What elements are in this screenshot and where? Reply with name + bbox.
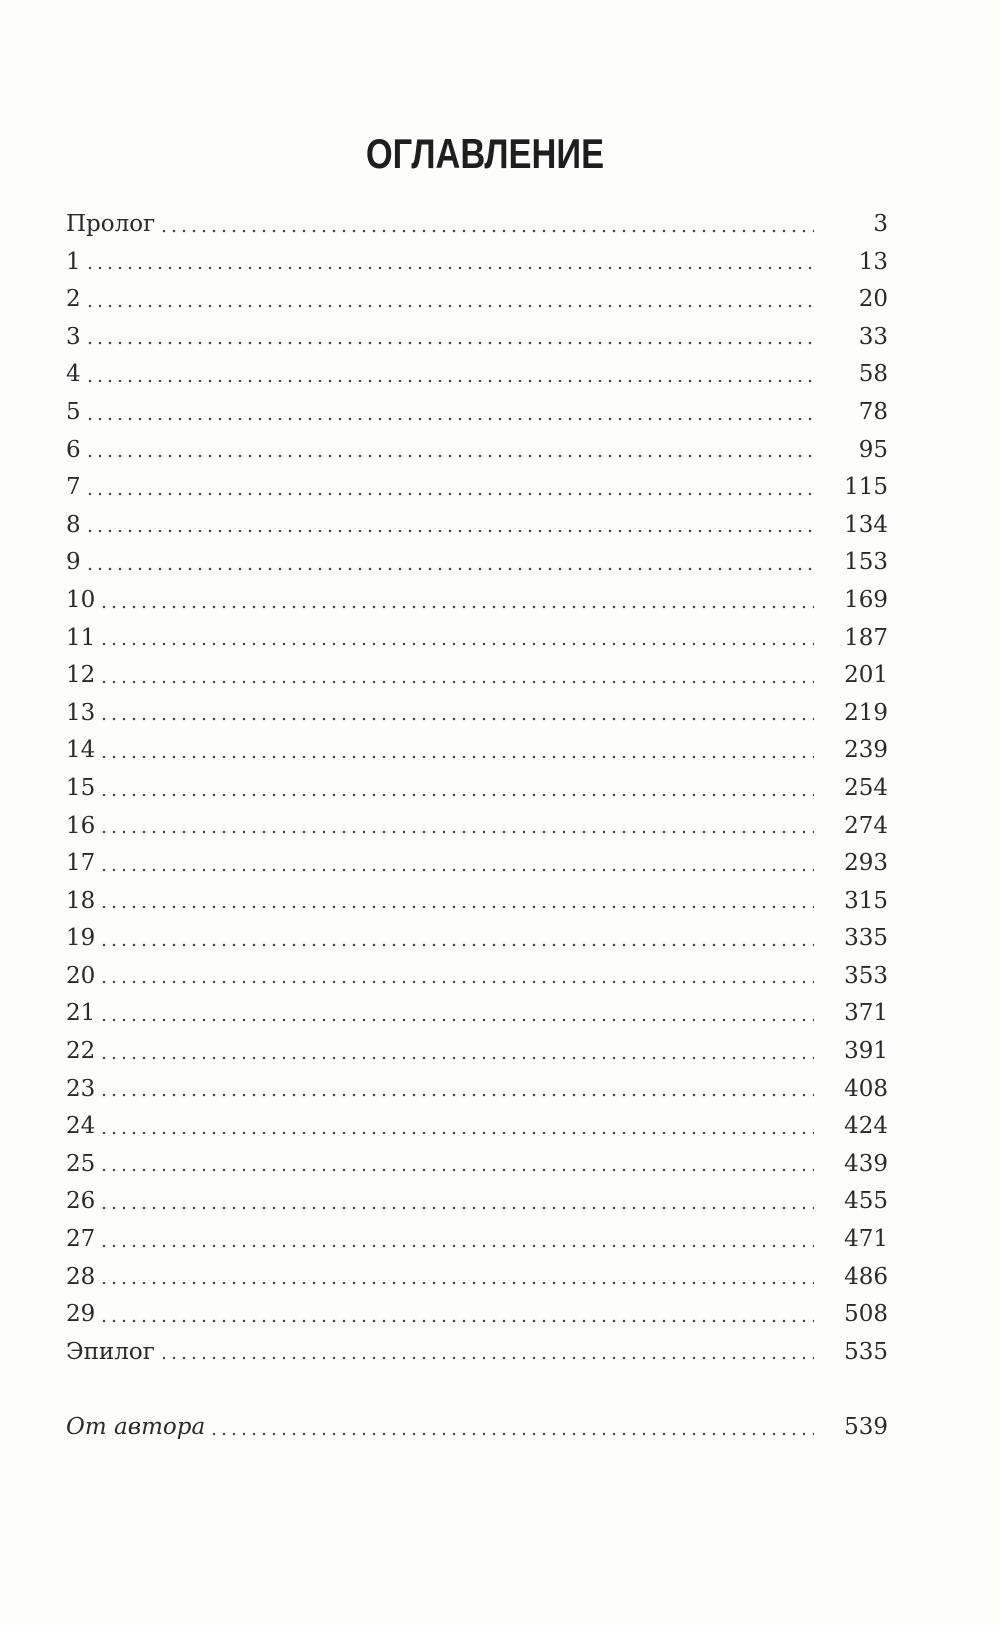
toc-entry-page: 439: [844, 1150, 888, 1177]
toc-entry-page: 408: [844, 1075, 888, 1102]
toc-entry-label: 19: [66, 925, 96, 952]
toc-entry-label: 5: [66, 398, 81, 425]
toc-entry-label: Пролог: [66, 211, 156, 237]
toc-entry-label: 2: [66, 286, 81, 313]
toc-entry-page: 134: [844, 511, 888, 538]
toc-spacer: [66, 1371, 888, 1409]
toc-entry[interactable]: [66, 1071, 888, 1109]
toc-entry-label: 3: [66, 323, 81, 350]
toc-entry-label: 29: [66, 1301, 96, 1328]
toc-entry[interactable]: [66, 883, 888, 921]
toc-entry-label: 20: [66, 962, 96, 989]
toc-entry-page: 239: [844, 737, 888, 764]
toc-entry-page: 58: [858, 361, 888, 388]
toc-entry-label: 23: [66, 1075, 96, 1102]
dot-leader: [159, 1351, 814, 1361]
toc-entry[interactable]: [66, 732, 888, 770]
toc-entry-page: 274: [844, 812, 888, 839]
toc-entry[interactable]: [66, 394, 888, 432]
table-of-contents: [66, 206, 888, 1447]
toc-entry-page: 201: [844, 662, 888, 689]
dot-leader: [99, 1051, 814, 1061]
toc-entry-label: 16: [66, 812, 96, 839]
toc-entry-label: 15: [66, 774, 96, 801]
dot-leader: [99, 1201, 814, 1211]
dot-leader: [99, 1163, 814, 1173]
toc-entry-page: 508: [844, 1301, 888, 1328]
toc-entry-label: Эпилог: [66, 1338, 155, 1365]
toc-entry-page: 78: [858, 398, 888, 425]
dot-leader: [85, 412, 814, 422]
dot-leader: [99, 863, 814, 873]
toc-entry-page: 486: [844, 1263, 888, 1290]
page-title: ОГЛАВЛЕНИЕ: [365, 130, 605, 177]
toc-entry[interactable]: [66, 770, 888, 808]
toc-entry-label: 28: [66, 1263, 96, 1290]
toc-entry-page: 293: [844, 850, 888, 877]
toc-entry-page: 539: [844, 1414, 888, 1441]
toc-entry[interactable]: [66, 206, 888, 244]
toc-entry-label: 12: [66, 662, 96, 689]
toc-entry[interactable]: [66, 432, 888, 470]
dot-leader: [209, 1427, 814, 1437]
toc-entry[interactable]: [66, 958, 888, 996]
toc-entry-page: 153: [844, 549, 888, 576]
toc-entry[interactable]: [66, 469, 888, 507]
toc-entry-page: 455: [844, 1188, 888, 1215]
dot-leader: [99, 1126, 814, 1136]
dot-leader: [99, 1013, 814, 1023]
toc-entry-page: 254: [844, 774, 888, 801]
dot-leader: [85, 449, 814, 459]
toc-entry[interactable]: [66, 582, 888, 620]
dot-leader: [99, 637, 814, 647]
toc-entry-label: 10: [66, 586, 96, 613]
toc-entry-afterword[interactable]: [66, 1409, 888, 1447]
toc-entry-label: 25: [66, 1150, 96, 1177]
dot-leader: [85, 562, 814, 572]
toc-entry-label: От автора: [66, 1414, 206, 1441]
dot-leader: [159, 224, 814, 234]
toc-entry[interactable]: [66, 1183, 888, 1221]
toc-entry-page: 391: [844, 1038, 888, 1065]
toc-entry-page: 115: [844, 474, 888, 501]
dot-leader: [99, 975, 814, 985]
toc-entry[interactable]: [66, 1108, 888, 1146]
toc-entry[interactable]: [66, 620, 888, 658]
toc-entry[interactable]: [66, 1033, 888, 1071]
toc-entry[interactable]: [66, 319, 888, 357]
toc-entry-label: 24: [66, 1113, 96, 1140]
toc-entry-page: 424: [844, 1113, 888, 1140]
dot-leader: [85, 336, 814, 346]
toc-entry-page: 335: [844, 925, 888, 952]
toc-entry-page: 371: [844, 1000, 888, 1027]
toc-entry-label: 21: [66, 1000, 96, 1027]
dot-leader: [99, 900, 814, 910]
toc-entry-label: 17: [66, 850, 96, 877]
dot-leader: [99, 938, 814, 948]
toc-entry[interactable]: [66, 920, 888, 958]
dot-leader: [99, 788, 814, 798]
toc-entry-page: 471: [844, 1226, 888, 1253]
toc-entry[interactable]: [66, 1221, 888, 1259]
toc-entry[interactable]: [66, 808, 888, 846]
dot-leader: [99, 600, 814, 610]
dot-leader: [85, 487, 814, 497]
toc-entry-page: 353: [844, 962, 888, 989]
toc-entry[interactable]: [66, 695, 888, 733]
toc-entry[interactable]: [66, 1259, 888, 1297]
toc-entry[interactable]: [66, 1334, 888, 1372]
dot-leader: [99, 712, 814, 722]
toc-entry[interactable]: [66, 657, 888, 695]
toc-entry[interactable]: [66, 356, 888, 394]
toc-entry-page: 13: [858, 248, 888, 275]
dot-leader: [85, 374, 814, 384]
toc-entry-label: 11: [66, 624, 96, 651]
dot-leader: [85, 524, 814, 534]
toc-entry-label: 14: [66, 737, 96, 764]
dot-leader: [99, 1314, 814, 1324]
dot-leader: [99, 1239, 814, 1249]
toc-entry[interactable]: [66, 544, 888, 582]
toc-entry-page: 169: [844, 586, 888, 613]
dot-leader: [99, 825, 814, 835]
toc-entry-page: 3: [873, 211, 888, 237]
toc-entry-label: 26: [66, 1188, 96, 1215]
toc-entry[interactable]: [66, 507, 888, 545]
dot-leader: [99, 1088, 814, 1098]
toc-entry-page: 33: [858, 323, 888, 350]
toc-entry-page: 95: [858, 436, 888, 463]
toc-entry-page: 187: [844, 624, 888, 651]
toc-entry-label: 13: [66, 699, 96, 726]
dot-leader: [99, 1276, 814, 1286]
toc-entry-label: 1: [66, 248, 81, 275]
dot-leader: [99, 675, 814, 685]
toc-entry[interactable]: [66, 845, 888, 883]
toc-entry-label: 8: [66, 511, 81, 538]
toc-entry-label: 4: [66, 361, 81, 388]
dot-leader: [85, 299, 814, 309]
toc-entry-label: 9: [66, 549, 81, 576]
dot-leader: [99, 750, 814, 760]
toc-entry[interactable]: [66, 244, 888, 282]
dot-leader: [85, 261, 814, 271]
toc-entry[interactable]: [66, 995, 888, 1033]
toc-entry-label: 27: [66, 1226, 96, 1253]
toc-entry-label: 6: [66, 436, 81, 463]
toc-entry[interactable]: [66, 1146, 888, 1184]
toc-entry-page: 315: [844, 887, 888, 914]
toc-entry-label: 7: [66, 474, 81, 501]
toc-entries: [66, 206, 888, 1371]
toc-entry-label: 18: [66, 887, 96, 914]
toc-entry[interactable]: [66, 1296, 888, 1334]
toc-entry-page: 219: [844, 699, 888, 726]
toc-entry-page: 20: [858, 286, 888, 313]
toc-entry[interactable]: [66, 281, 888, 319]
toc-entry-label: 22: [66, 1038, 96, 1065]
toc-entry-page: 535: [844, 1338, 888, 1365]
